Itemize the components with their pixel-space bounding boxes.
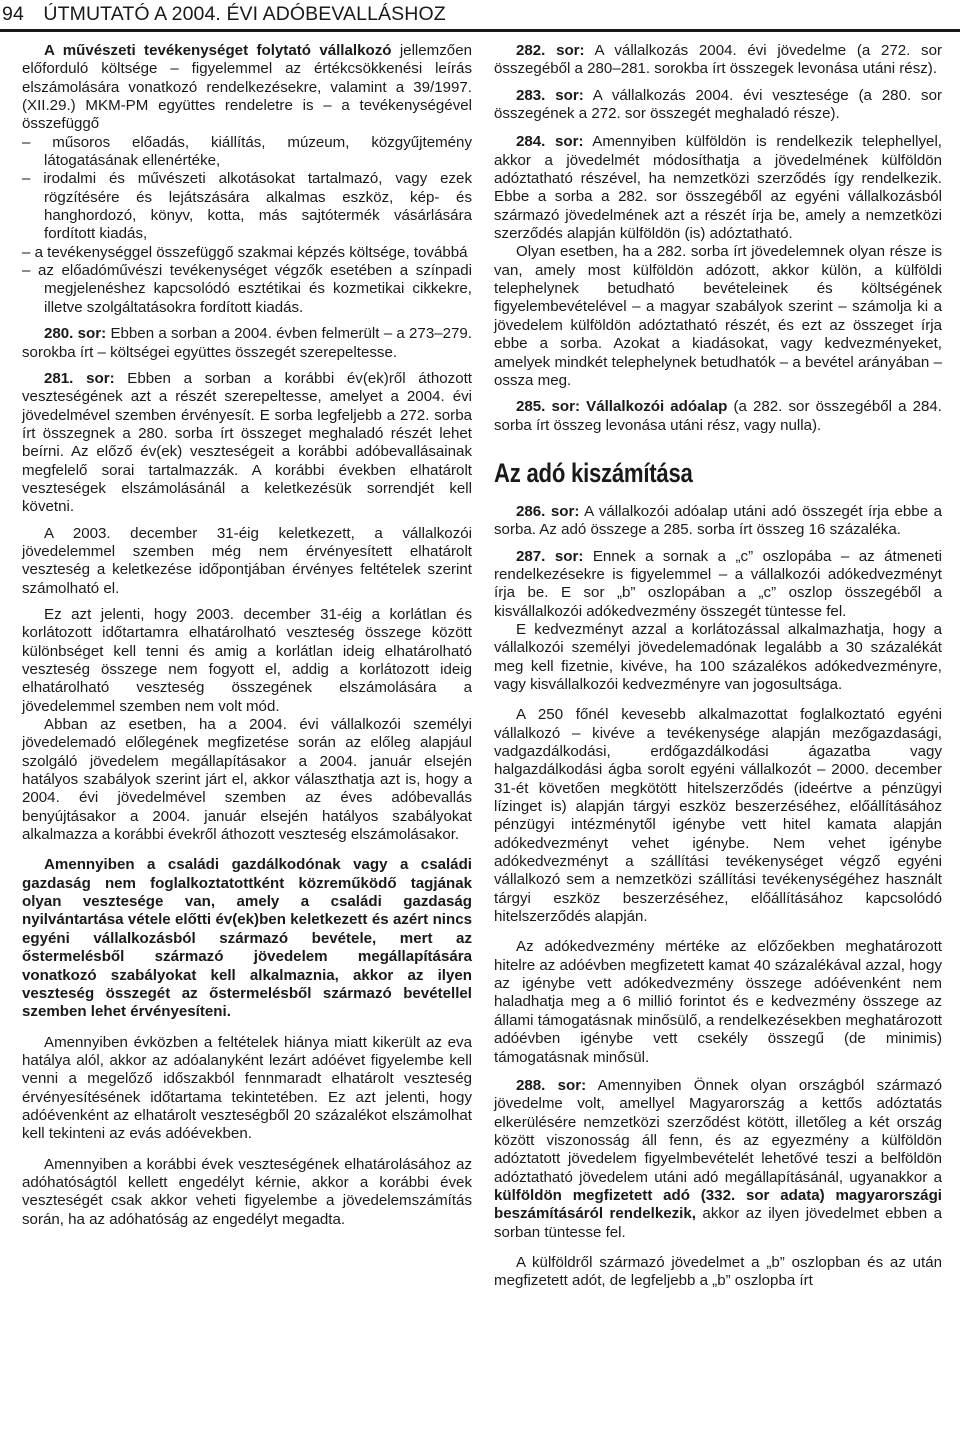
row-288-bold: külföldön megfizetett adó (332. sor adata) magyarországi beszámításáról rendelkezik, [494,1186,942,1223]
cost-item-2: – irodalmi és művészeti alkotásokat tartalmazó, vagy ezek rögzítésére és lejátszására alkalmas eszköz, kép- és hanghordozó, könyv, kotta, más sajtótermék vásárlására fordított kiadás, [22,170,472,243]
row-280-paragraph [22,325,472,362]
row-288-text-b: akkor az ilyen jövedelmet ebben a sorban tüntesse fel. [494,1205,942,1241]
row-281-label: 281. sor: [44,369,115,387]
row-287-paragraph [494,548,942,621]
page-header [0,0,960,32]
row-285-label: 285. sor: Vállalkozói adóalap [516,398,728,416]
paragraph-csaladi-gazdalkodo: Amennyiben a családi gazdálkodónak vagy a családi gazdaság nem foglalkoztatottként közreműködő tagjának olyan vesztesége van, amely a családi gazdaság nyilvántartása vétele előtti év(ek)ben keletkezett és azért nincs egyéni vállalkozásból származó bevétele, mert az őstermelésből származó jövedelem megállapítására vonatkozó szabályokat kell alkalmaznia, akkor az ilyen veszteség összegét az őstermelésből származó bevétellel szemben lehet érvényesíteni. [22,856,472,1021]
row-280-text: Ebben a sorban a 2004. évben felmerült – a 273–279. sorokba írt – költségei együttes összegét szerepeltesse. [22,325,472,361]
paragraph-merteke: Az adókedvezmény mértéke az előzőekben meghatározott hitelre az adóévben megfizetett kamat 40 százalékával azzal, hogy az igénybe vett adókedvezmény összege adóévenként nem haladhatja meg a 6 millió forintot és e kedvezmény összege az állami támogatásnak minősülő, a rendelkezésekben meghatározott adóévben igénybe vett csekély összegű (de minimis) támogatásnak minősül. [494,938,942,1066]
paragraph-evkozben: Amennyiben évközben a feltételek hiánya miatt kikerült az eva hatálya alól, akkor az adóalanyként lezárt adóévet figyelembe kell venni a megelőző időszakból fennmaradt elhatárolt veszteség érvényesítésének időtartama tekintetében. Ez azt jelenti, hogy adóévenként az elhatárolt veszteségből 20 százalékot elszámolhat kell tekinteni az evás adóévekben. [22,1033,472,1143]
row-284-label: 284. sor: [516,133,584,151]
row-287-text: Ennek a sornak a „c” oszlopába – az átmeneti rendelkezésekre is figyelemmel – a vállalkozói adókedvezményt írja be. E sor „b” oszlopában a „c” oszlop összegéből a kisvállalkozói adókedvezmény összegét tüntesse fel. [494,547,942,620]
paragraph-2003: A 2003. december 31-éig keletkezett, a vállalkozói jövedelemmel szemben még nem érvényesített elhatárolt veszteség a keletkezése időpontjában érvényes feltételek szerint számolható el. [22,524,472,597]
row-288-paragraph [494,1077,942,1242]
row-282-paragraph [494,42,942,79]
row-284-paragraph [494,133,942,243]
row-288-label: 288. sor: [516,1076,587,1094]
paragraph-abban: Abban az esetben, ha a 2004. évi vállalkozói személyi jövedelemadó előlegének megfizetése során az előleg alapjául szolgáló jövedelem megállapításakor a 2004. január elsején hatályos szabályok szerint járt el, akkor választhatja azt is, hogy a 2004. évi jövedelmével szemben az éves adóbevallás benyújtásakor a 2004. január elsején hatályos szabályokat alkalmazza a korábbi évekről áthozott veszteség elszámolásakor. [22,716,472,844]
row-283-label: 283. sor: [516,86,584,104]
row-284-text: Amennyiben külföldön is rendelkezik telephellyel, akkor a jövedelmét módosíthatja a jövedelmének külföldön adóztatható részével, ha nemzetközi szerződés így rendelkezik. Ebbe a sorba a 282. sor összegéből az egyéni vállalkozásból származó jövedelmének azt a részét írja be, amely a nemzetközi szerződés alapján külföldön (is) adóztatható. [494,133,942,243]
paragraph-olyan-esetben: Olyan esetben, ha a 282. sorba írt jövedelemnek olyan része is van, amely most külföldön adózott, akkor külön, a külföldi telephelynek betudható bevételeinek és költségének figyelembevételével – a magyar szabályok szerint – számolja ki a jövedelem külföldön adóztatható részét, és ezt az összeget írja ebbe a sorba. Azokat a kiadásokat, vagy kedvezményeket, amelyek mindkét telephelynek betudhatók – a bevétel arányában – ossza meg. [494,243,942,389]
row-283-paragraph [494,87,942,124]
row-282-label: 282. sor: [516,42,585,59]
row-288-text-a: Amennyiben Önnek olyan országból származó jövedelme volt, amellyel Magyarország a kettős adóztatás elkerülésére nemzetközi szerződést kötött, illetőleg a két ország között viszonosság áll fenn, és az egyezmény a külföldön adóztatott jövedelem figyelmbevételét lehetővé teszi a belföldön adóztatható jövedelem utáni adó megállapításánál, ugyanakkor a [494,1076,943,1186]
row-283-text: A vállalkozás 2004. évi vesztesége (a 280. sor összegének a 272. sor összegét meghaladó része). [494,86,942,123]
intro-lead: A művészeti tevékenységet folytató vállalkozó [44,42,392,59]
paragraph-korabbi-evek: Amennyiben a korábbi évek veszteségének elhatárolásához az adóhatóságtól kellett engedélyt kérnie, akkor a korábbi évek veszteségét csak akkor veheti figyelembe a jövedelemszámítás során, ha az adóhatóság az engedélyt megadta. [22,1155,472,1228]
paragraph-kulfoldrol: A külföldről származó jövedelmet a „b” oszlopban és az után megfizetett adót, de legfeljebb a „b” oszlopba írt [494,1253,942,1290]
row-285-text: (a 282. sor összegéből a 284. sorba írt összeg levonása utáni rész, vagy nulla). [494,398,942,434]
cost-item-1: – műsoros előadás, kiállítás, múzeum, közgyűjtemény látogatásának ellenértéke, [22,133,472,170]
running-title: ÚTMUTATÓ A 2004. ÉVI ADÓBEVALLÁSHOZ [43,3,446,25]
row-287-label: 287. sor: [516,547,584,565]
paragraph-250-fo: A 250 főnél kevesebb alkalmazottat foglalkoztató egyéni vállalkozó – kivéve a tevékenysége alapján mezőgazdasági, vadgazdálkodási, erdőgazdálkodási ágazatba vagy halgazdálkodási ágba sorolt egyéni vállalkozót – 2000. december 31-ét követően megkötött hitelszerződés (ideértve a pénzügyi lízinget is) alapján tárgyi eszköz beszerzéséhez, előállításához pénzügyi intézménytől igénybe vett hitel kamata alapján adókedvezményt vehet igénybe. Nem vehet igénybe adókedvezményt a szállítási tevékenységet végző egyéni vállalkozó sem a nemzetközi szállítási tevékenységéhez használt tárgyi eszköz beszerzéséhez, előállításához kapcsolódó hitelszerződés alapján. [494,706,942,926]
row-285-paragraph [494,398,942,435]
cost-item-4: – az előadóművészi tevékenységet végzők esetében a színpadi megjelenéshez kapcsolódó esztétikai és kozmetikai cikkekre, illetve szolgáltatásokra fordított kiadás. [22,262,472,316]
cost-item-3: – a tevékenységgel összefüggő szakmai képzés költsége, továbbá [22,243,468,261]
section-title: Az adó kiszámítása [494,457,693,488]
paragraph-jelenti: Ez azt jelenti, hogy 2003. december 31-éig a korlátlan és korlátozott időtartamra elhatárolható veszteség összege között különbséget kell tenni és amig a korlátlan ideig elhatárolható veszteség összege nem fogyott el, addig a korlátozott ideig elhatárolható veszteség összegének elszámolására a jövedelemmel szemben nem volt mód. [22,605,472,715]
right-column [494,42,942,1299]
row-281-text: Ebben a sorban a korábbi év(ek)ről áthozott veszteségének azt a részét szerepeltesse, amelyet a 2004. évi jövedelmével szemben érvényesít. E sorba legfeljebb a 272. sorba írt összegnek a 280. sorba írt összeget meghaladó részét lehet beírni. Az előző év(ek) veszteségeit a korábbi adóbevallásainak megfelelő sorai tartalmazzák. A korábbi években elhatárolt veszteségek elszámolásánál a keletkezésük sorrendjét kell követni. [22,369,472,516]
row-286-paragraph [494,503,942,540]
row-281-paragraph [22,370,472,517]
page-number: 94 [2,3,24,25]
row-282-text: A vállalkozás 2004. évi jövedelme (a 272. sor összegéből a 280–281. sorokba írt összegek levonása utáni rész). [494,42,942,78]
intro-paragraph [22,42,472,134]
paragraph-kedvezmeny: E kedvezményt azzal a korlátozással alkalmazhatja, hogy a vállalkozói személyi jövedelemadónak legalább a 30 százalékát meg kell fizetnie, kivéve, ha 100 százalékos adókedvezményre, vagy kisvállalkozói kedvezményre van jogosultsága. [494,620,942,693]
intro-rest: jellemzően előforduló költsége – figyelemmel az értékcsökkenési leírás elszámolására vonatkozó rendelkezésekre, valamint a 39/1997. (XII.29.) MKM-PM együttes rendeletre is – a tevékenységével összefüggő [22,42,472,133]
row-280-label: 280. sor: [44,325,107,343]
row-286-label: 286. sor: [516,502,580,520]
row-286-text: A vállalkozói adóalap utáni adó összegét írja ebbe a sorba. Az adó összege a 285. sorba írt összeg 16 százaléka. [494,502,942,539]
left-column [22,42,472,1237]
